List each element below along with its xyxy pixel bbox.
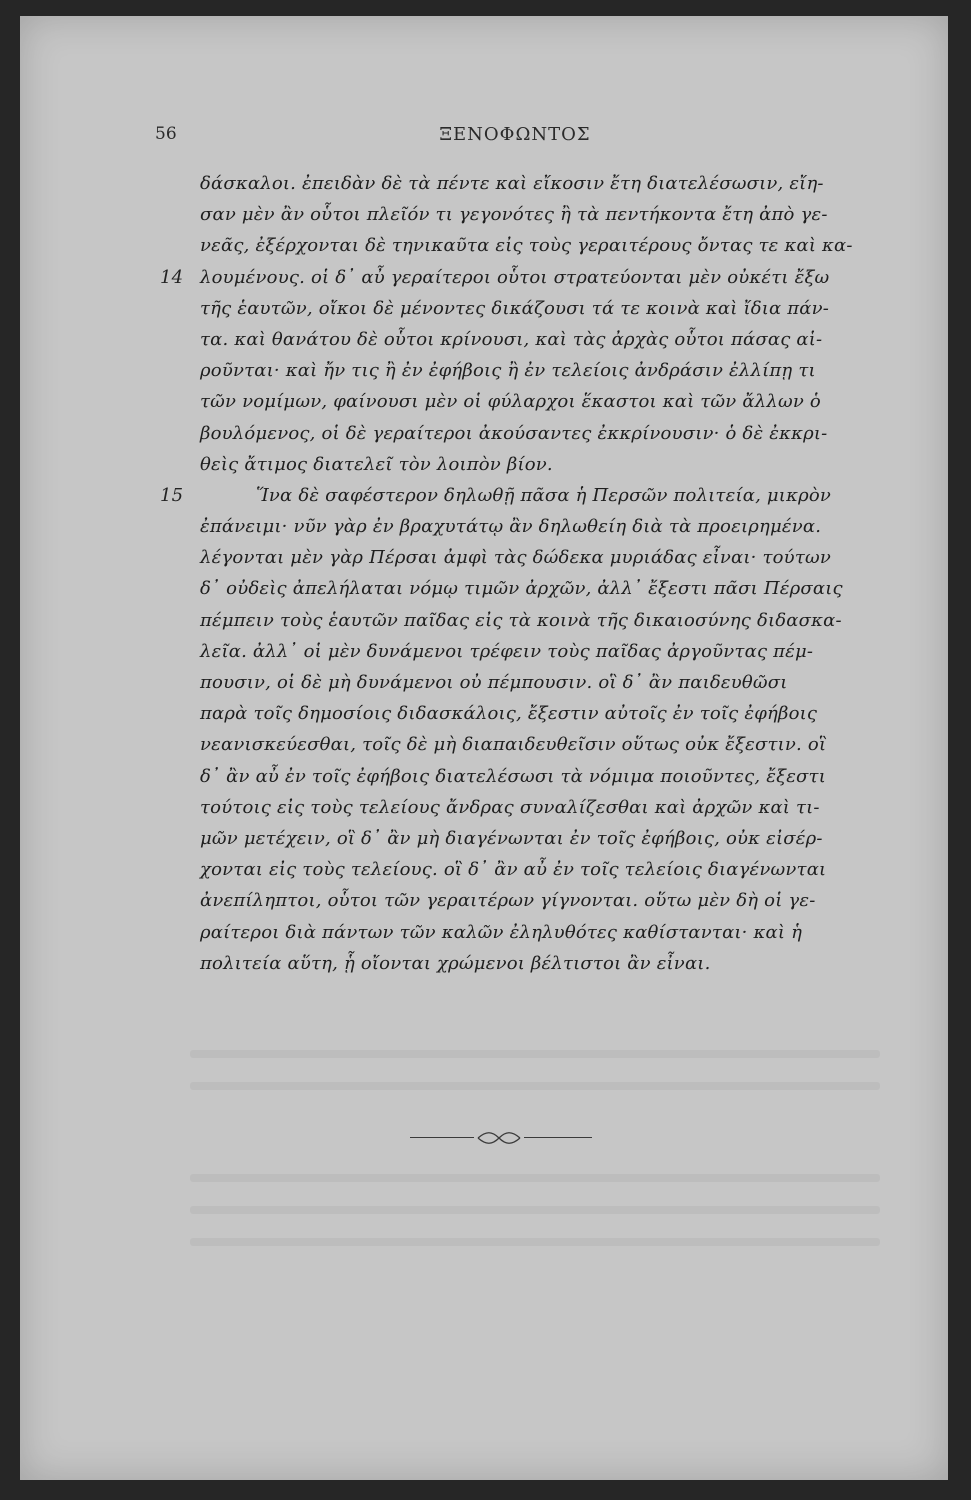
text-line [160,511,870,542]
line-text: Ἵνα δὲ σαφέστερον δηλωθῇ πᾶσα ἡ Περσῶν πολιτεία, μικρὸν [256,484,832,506]
line-text: λουμένους. οἱ δ᾽ αὖ γεραίτεροι οὗτοι στρατεύονται μὲν οὐκέτι ἔξω [200,266,830,288]
text-line [160,854,870,885]
line-text: ραίτεροι διὰ πάντων τῶν καλῶν ἐληλυθότες καθίστανται· καὶ ἡ [200,921,803,943]
text-line [160,885,870,916]
line-text: τῶν νομίμων, φαίνουσι μὲν οἱ φύλαρχοι ἕκαστοι καὶ τῶν ἄλλων ὁ [200,391,821,413]
show-through-line [190,1238,880,1246]
text-line [160,324,870,355]
line-text: πολιτεία αὕτη, ᾗ οἴονται χρώμενοι βέλτιστοι ἂν εἶναι. [200,952,711,974]
text-line [160,262,870,293]
body-text [160,168,870,979]
line-text: τούτοις εἰς τοὺς τελείους ἄνδρας συναλίζεσθαι καὶ ἀρχῶν καὶ τι- [200,796,820,818]
line-text: βουλόμενος, οἱ δὲ γεραίτεροι ἀκούσαντες ἐκκρίνουσιν· ὁ δὲ ἐκκρι- [200,422,828,444]
text-line [160,449,870,480]
text-line [160,418,870,449]
line-text: τα. καὶ θανάτου δὲ οὗτοι κρίνουσι, καὶ τὰς ἀρχὰς οὗτοι πάσας αἱ- [200,328,823,350]
text-line [160,636,870,667]
show-through-line [190,1082,880,1090]
line-text: τῆς ἑαυτῶν, οἴκοι δὲ μένοντες δικάζουσι τά τε κοινὰ καὶ ἴδια πάν- [200,297,830,319]
ornament-rule-right [524,1137,592,1138]
page-number: 56 [155,124,177,144]
text-line [160,168,870,199]
page-header [155,124,875,154]
line-text: δάσκαλοι. ἐπειδὰν δὲ τὰ πέντε καὶ εἴκοσιν ἔτη διατελέσωσιν, εἴη- [200,173,824,194]
line-text: θεὶς ἄτιμος διατελεῖ τὸν λοιπὸν βίον. [200,453,553,475]
text-line [160,698,870,729]
line-text: πουσιν, οἱ δὲ μὴ δυνάμενοι οὐ πέμπουσιν. οἳ δ᾽ ἂν παιδευθῶσι [200,672,788,693]
line-text: δ᾽ οὐδεὶς ἀπελήλαται νόμῳ τιμῶν ἀρχῶν, ἀλλ᾽ ἔξεστι πᾶσι Πέρσαις [200,578,843,600]
line-text: ἐπάνειμι· νῦν γὰρ ἐν βραχυτάτῳ ἂν δηλωθείη διὰ τὰ προειρημένα. [200,516,822,538]
running-title: ΞΕΝΟΦΩΝΤΟΣ [439,124,591,145]
text-line [160,667,870,698]
ornament-rule-left [410,1137,474,1138]
section-number: 14 [160,266,184,288]
text-line [160,480,870,511]
line-text: παρὰ τοῖς δημοσίοις διδασκάλοις, ἔξεστιν αὐτοῖς ἐν τοῖς ἐφήβοις [200,703,818,725]
line-text: ἀνεπίληπτοι, οὗτοι τῶν γεραιτέρων γίγνονται. οὕτω μὲν δὴ οἱ γε- [200,890,816,912]
line-text: λέγονται μὲν γὰρ Πέρσαι ἀμφὶ τὰς δώδεκα μυριάδας εἶναι· τούτων [200,547,832,569]
text-line [160,792,870,823]
text-line [160,386,870,417]
text-line [160,605,870,636]
text-line [160,573,870,604]
line-text: δ᾽ ἂν αὖ ἐν τοῖς ἐφήβοις διατελέσωσι τὰ νόμιμα ποιοῦντες, ἔξεστι [200,765,826,787]
line-text: χονται εἰς τοὺς τελείους. οἳ δ᾽ ἂν αὖ ἐν τοῖς τελείοις διαγένωνται [200,859,827,881]
ornament-knot-icon [474,1128,524,1148]
text-line [160,230,870,261]
end-ornament [410,1128,592,1148]
text-line [160,293,870,324]
show-through-line [190,1174,880,1182]
line-text: σαν μὲν ἂν οὗτοι πλεῖόν τι γεγονότες ἢ τὰ πεντήκοντα ἔτη ἀπὸ γε- [200,204,828,226]
text-line [160,917,870,948]
text-line [160,761,870,792]
text-line [160,199,870,230]
line-text: πέμπειν τοὺς ἑαυτῶν παῖδας εἰς τὰ κοινὰ τῆς δικαιοσύνης διδασκα- [200,609,842,631]
text-line [160,355,870,386]
line-text: λεῖα. ἀλλ᾽ οἱ μὲν δυνάμενοι τρέφειν τοὺς παῖδας ἀργοῦντας πέμ- [200,640,814,662]
text-line [160,542,870,573]
show-through-line [190,1050,880,1058]
text-line [160,823,870,854]
text-line [160,729,870,760]
text-line [160,948,870,979]
section-number: 15 [160,484,184,506]
show-through-line [190,1206,880,1214]
line-text: νεανισκεύεσθαι, τοῖς δὲ μὴ διαπαιδευθεῖσιν οὕτως οὐκ ἔξεστιν. οἳ [200,734,827,756]
line-text: μῶν μετέχειν, οἳ δ᾽ ἂν μὴ διαγένωνται ἐν τοῖς ἐφήβοις, οὐκ εἰσέρ- [200,827,823,849]
line-text: ροῦνται· καὶ ἤν τις ἢ ἐν ἐφήβοις ἢ ἐν τελείοις ἀνδράσιν ἐλλίπῃ τι [200,360,816,382]
line-text: νεᾶς, ἐξέρχονται δὲ τηνικαῦτα εἰς τοὺς γεραιτέρους ὄντας τε καὶ κα- [200,235,853,257]
